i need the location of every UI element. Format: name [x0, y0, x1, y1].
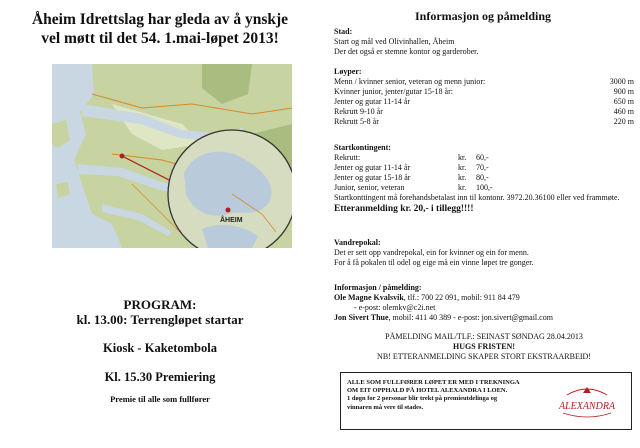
- hotel-alexandra-logo: [547, 381, 627, 423]
- info-title: Informasjon og påmelding: [414, 9, 551, 23]
- contact-name: Ole Magne Kvalsvik: [334, 293, 404, 302]
- kontingent-note: Startkonttingent må forehandsbetalast inn til kontonr. 3972.20.36100 eller ved frammøte.: [334, 193, 620, 202]
- program-start: kl. 13.00: Terrengløpet startar: [76, 312, 244, 327]
- contact-heading: Informasjon / påmelding:: [334, 283, 422, 292]
- late-fee: Etteranmelding kr. 20,- i tillegg!!!!: [334, 204, 474, 214]
- loype-row: Jenter og gutar 11-14 år 650 m: [334, 97, 634, 106]
- contact-line: Jon Sivert Thue, mobil: 411 40 389 - e-post: jon.sivert@gmail.com: [334, 313, 553, 322]
- loype-row: Rekrutt 9-10 år 460 m: [334, 107, 634, 116]
- logo-swash: [563, 413, 611, 417]
- section-stad: [334, 27, 634, 57]
- deadline-warning: NB! ETTERANMELDING SKAPER STORT EKSTRAARBEID!: [377, 352, 591, 361]
- program: [20, 297, 300, 404]
- deadline-line: PÅMELDING MAIL/TLF.: SEINAST SØNDAG 28.04.2013: [385, 332, 583, 341]
- stad-line: Start og mål ved Olivinhallen, Åheim: [334, 37, 455, 46]
- vandrepokal-line: For å få pokalen til odel og eige må ein vinne løpet tre gonger.: [334, 258, 534, 267]
- lottery-text: ALLE SOM FULLFØRER LØPET ER MED I TREKNINGA OM EIT OPPHALD PÅ HOTEL ALEXANDRA I LOEN. 1 døgn for 2 personar blir trekt på premieutdelinga og vinnaren må vere til stades.: [347, 379, 520, 411]
- deadline-reminder: HUGS FRISTEN!: [452, 342, 515, 351]
- program-premie-note: Premie til alle som fullfører: [110, 394, 210, 404]
- vandrepokal-heading: Vandrepokal:: [334, 238, 381, 247]
- kontingent-row: Jenter og gutar 15-18 år kr. 80,-: [334, 173, 489, 182]
- contact-name: Jon Sivert Thue: [334, 313, 389, 322]
- route-map: [52, 64, 292, 248]
- loype-row: Menn / kvinner senior, veteran og menn junior: 3000 m: [334, 77, 634, 86]
- kontingent-row: Jenter og gutar 11-14 år kr. 70,-: [334, 163, 489, 172]
- headline-line-2: vel møtt til det 54. 1.mai-løpet 2013!: [41, 30, 279, 47]
- section-contact: [334, 283, 634, 323]
- program-premiering: Kl. 15.30 Premiering: [104, 370, 216, 384]
- section-loyper: [334, 67, 634, 127]
- program-title: PROGRAM:: [123, 297, 197, 312]
- stad-heading: Stad:: [334, 27, 353, 36]
- kontingent-heading: Startkontingent:: [334, 143, 391, 152]
- loyper-heading: Løyper:: [334, 67, 362, 76]
- program-kiosk: Kiosk - Kaketombola: [103, 341, 217, 355]
- lottery-box: [340, 372, 632, 430]
- section-kontingent: [334, 143, 634, 215]
- section-vandrepokal: [334, 238, 634, 268]
- contact-email: - e-post: olemkv@c2i.net: [354, 303, 436, 312]
- logo-text: ALEXANDRA: [558, 401, 616, 412]
- map-zoom-dot: [226, 208, 231, 213]
- kontingent-row: Junior, senior, veteran kr. 100,-: [334, 183, 493, 192]
- vandrepokal-line: Det er sett opp vandrepokal, ein for kvinner og ein for menn.: [334, 248, 529, 257]
- kontingent-row: Rekrutt: kr. 60,-: [334, 153, 489, 162]
- contact-line: Ole Magne Kvalsvik, tlf.: 700 22 091, mobil: 911 84 479: [334, 293, 520, 302]
- stad-line: Der det også er stemne kontor og garderober.: [334, 47, 479, 56]
- crown-icon: [583, 387, 591, 393]
- map-place-label: ÅHEIM: [220, 217, 243, 224]
- loype-row: Kvinner junior, jenter/gutar 15-18 år: 900 m: [334, 87, 634, 96]
- loype-row: Rekrutt 5-8 år 220 m: [334, 117, 634, 126]
- headline: [8, 10, 312, 48]
- headline-line-1: Åheim Idrettslag har gleda av å ynskje: [31, 11, 289, 28]
- deadline-notice: [334, 332, 634, 362]
